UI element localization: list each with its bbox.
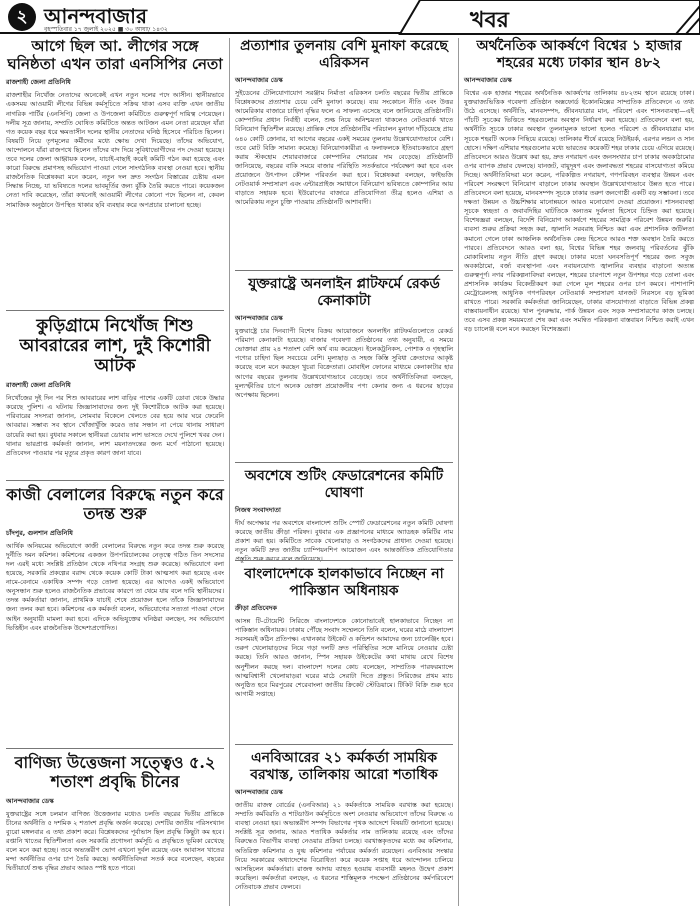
story-byline: আনন্দবাজার ডেস্ক — [235, 76, 283, 85]
story-dhaka — [464, 38, 694, 908]
column-left — [6, 38, 224, 910]
section-title: খবর — [470, 7, 509, 33]
story-headline: অবশেষে শুটিং ফেডারেশনের কমিটি ঘোষণা — [244, 468, 444, 501]
divider — [6, 748, 224, 749]
story-ericsson — [235, 38, 453, 266]
masthead — [0, 0, 700, 34]
story-byline: আনন্দবাজার ডেস্ক — [464, 76, 512, 85]
issue-date-line: বৃহস্পতিবার ১৭ জুলাই ২০২৫ ■ ৩০ আষাঢ় ১৪৩২ — [44, 26, 168, 33]
divider — [235, 462, 453, 463]
story-headline: কাজী বেলালের বিরুদ্ধে নতুন করে তদন্ত শুরু — [6, 485, 224, 523]
story-china — [6, 754, 224, 908]
story-headline: বাণিজ্য উত্তেজনা সত্ত্বেও ৫.২ শতাংশ প্রবৃদ্ধি চীনের — [14, 753, 216, 791]
story-body: যুক্তরাষ্ট্রে চার দিনব্যাপী বিশেষ বিক্রয় আয়োজনে অনলাইন প্লাটফর্মগুলোতে রেকর্ড পরিমাণ কেনাকাটা হয়েছে। বাজার গবেষণা প্রতিষ্ঠানের তথ্য অনুযায়ী, এ সময়ে ভোক্তারা প্রায় ২৪ শতাংশ বেশি অর্থ ব্যয় করেছেন। ইলেকট্রনিকস, পোশাক ও গৃহস্থালি পণ্যের চাহিদা ছিল সবচেয়ে বেশি। মূল্যছাড় ও সহজ কিস্তি সুবিধা ক্রেতাদের আকৃষ্ট করেছে বলে মনে করছেন খুচরা বিক্রেতারা। মোবাইল ফোনের মাধ্যমে কেনাকাটার হার আগের বছরের তুলনায় উল্লেখযোগ্যভাবে বেড়েছে। তবে অর্থনীতিবিদরা বলছেন, মূল্যস্ফীতির চাপে অনেক ভোক্তা প্রয়োজনীয় পণ্য কেনার জন্য এ ধরনের ছাড়ের অপেক্ষায় ছিলেন। — [235, 327, 453, 399]
divider — [6, 310, 224, 311]
story-body: আর্থিক অনিয়মের অভিযোগে কাজী বেলালের বিরুদ্ধে নতুন করে তদন্ত শুরু করেছে দুর্নীতি দমন কমিশন। কমিশনের একজন উপপরিচালকের নেতৃত্বে গঠিত তিন সদস্যের দল এরই মধ্যে সংশ্লিষ্ট প্রতিষ্ঠান থেকে নথিপত্র সংগ্রহ শুরু করেছে। অভিযোগে বলা হয়েছে, সরকারি প্রকল্পের বরাদ্দ থেকে কয়েক কোটি টাকা আত্মসাৎ করা হয়েছে এবং নামে-বেনামে একাধিক সম্পদ গড়ে তোলা হয়েছে। এর আগেও একই অভিযোগে অনুসন্ধান শুরু হলেও রাজনৈতিক প্রভাবের কারণে তা থেমে যায় বলে দাবি স্থানীয়দের। তদন্ত কর্মকর্তারা জানান, প্রাথমিক যাচাই শেষে প্রয়োজন হলে তাঁকে জিজ্ঞাসাবাদের জন্য তলব করা হবে। কমিশনের এক কর্মকর্তা বলেন, অভিযোগের সত্যতা পাওয়া গেলে আইন অনুযায়ী মামলা করা হবে। এদিকে অভিযুক্তের ঘনিষ্ঠরা বলছেন, সব অভিযোগ ভিত্তিহীন এবং রাজনৈতিক উদ্দেশ্যপ্রণোদিত। — [6, 541, 224, 632]
story-kazi — [6, 486, 224, 744]
newspaper-logo: আনন্দবাজার — [44, 4, 147, 28]
story-body: বিশ্বের এক হাজার শহরের অর্থনৈতিক আকর্ষণের তালিকায় ৪৮২তম স্থানে রয়েছে ঢাকা। যুক্তরাজ্যভিত্তিক গবেষণা প্রতিষ্ঠান অক্সফোর্ড ইকোনমিক্সের সাম্প্রতিক প্রতিবেদনে এ তথ্য উঠে এসেছে। অর্থনীতি, মানবসম্পদ, জীবনযাত্রার মান, পরিবেশ এবং শাসনব্যবস্থা—এই পাঁচটি সূচকের ভিত্তিতে শহরগুলোর অবস্থান নির্ধারণ করা হয়েছে। প্রতিবেদনে বলা হয়, অর্থনীতি সূচকে ঢাকার অবস্থান তুলনামূলক ভালো হলেও পরিবেশ ও জীবনযাত্রার মান সূচকে শহরটি অনেক পিছিয়ে রয়েছে। তালিকার শীর্ষে রয়েছে নিউইয়র্ক, এরপর লন্ডন ও সান হোসে। দক্ষিণ এশিয়ার শহরগুলোর মধ্যে ভারতের কয়েকটি শহর ঢাকার চেয়ে এগিয়ে রয়েছে। প্রতিবেদনে আরও উল্লেখ করা হয়, দ্রুত নগরায়ণ এবং জনসংখ্যার চাপ ঢাকার অবকাঠামোর ওপর ব্যাপক প্রভাব ফেলছে। যানজট, বায়ুদূষণ এবং জলাবদ্ধতা শহরের বাসযোগ্যতা কমিয়ে দিচ্ছে। অর্থনীতিবিদরা মনে করেন, পরিকল্পিত নগরায়ণ, গণপরিবহন ব্যবস্থার উন্নয়ন এবং পরিবেশ সংরক্ষণে বিনিয়োগ বাড়ালে ঢাকার অবস্থান উল্লেখযোগ্যভাবে উন্নত হতে পারে। প্রতিবেদনে বলা হয়েছে, মানবসম্পদ সূচকে ঢাকার তরুণ জনগোষ্ঠী একটি বড় সম্ভাবনা। তবে দক্ষতা উন্নয়ন ও উচ্চশিক্ষার মানোন্নয়নে আরও মনোযোগ দেওয়া প্রয়োজন। শাসনব্যবস্থা সূচকে স্বচ্ছতা ও জবাবদিহির ঘাটতিকে অন্যতম দুর্বলতা হিসেবে চিহ্নিত করা হয়েছে। বিশেষজ্ঞরা বলছেন, বিদেশি বিনিয়োগ আকর্ষণে শহরের সামগ্রিক পরিবেশ উন্নয়ন জরুরি। ব্যবসা শুরুর প্রক্রিয়া সহজ করা, জ্বালানি সরবরাহ নিশ্চিত করা এবং প্রশাসনিক জটিলতা কমানো গেলে ঢাকা আঞ্চলিক অর্থনৈতিক কেন্দ্র হিসেবে আরও শক্ত অবস্থান তৈরি করতে পারবে। প্রতিবেদনে আরও বলা হয়, বিশ্বের বিভিন্ন শহর জলবায়ু পরিবর্তনের ঝুঁকি মোকাবিলায় নতুন নীতি গ্রহণ করছে। ঢাকার মতো ঘনবসতিপূর্ণ শহরের জন্য সবুজ অবকাঠামো, বর্জ্য ব্যবস্থাপনা এবং নবায়নযোগ্য জ্বালানির ব্যবহার বাড়ানো অত্যন্ত গুরুত্বপূর্ণ। নগর পরিকল্পনাবিদরা বলছেন, শহরের চারপাশে নতুন উপশহর গড়ে তোলা এবং প্রশাসনিক কার্যক্রম বিকেন্দ্রীকরণ করা গেলে মূল শহরের ওপর চাপ কমবে। পাশাপাশি মেট্রোরেলসহ আধুনিক গণপরিবহন নেটওয়ার্ক সম্প্রসারণ যানজট নিরসনে বড় ভূমিকা রাখতে পারে। সরকারি কর্মকর্তারা জানিয়েছেন, ঢাকার বাসযোগ্যতা বাড়াতে বিভিন্ন প্রকল্প বাস্তবায়নাধীন রয়েছে। খাল পুনরুদ্ধার, পার্ক উন্নয়ন এবং সড়ক সম্প্রসারণের কাজ চলছে। তবে এসব প্রকল্প সময়মতো শেষ করা এবং সমন্বিত পরিকল্পনা বাস্তবায়ন নিশ্চিত করাই এখন বড় চ্যালেঞ্জ বলে মনে করছেন বিশেষজ্ঞরা। — [464, 89, 694, 334]
corner-stripes-icon — [672, 0, 700, 34]
story-nbr — [235, 750, 453, 908]
story-shooting — [235, 468, 453, 556]
story-byline: চাঁদপুর, গুলশান প্রতিনিধি — [6, 528, 73, 537]
column-right — [464, 38, 694, 910]
story-byline: আনন্দবাজার ডেস্ক — [6, 796, 54, 805]
story-body: সুইডেনের টেলিযোগাযোগ সরঞ্জাম নির্মাতা এরিকসন চলতি বছরের দ্বিতীয় প্রান্তিকে বিশ্লেষকদের প্রত্যাশার চেয়ে বেশি মুনাফা করেছে। ব্যয় সংকোচন নীতি এবং উত্তর আমেরিকার বাজারে চাহিদা বৃদ্ধির ফলে এ সাফল্য এসেছে বলে জানিয়েছে প্রতিষ্ঠানটি। কোম্পানির প্রধান নির্বাহী বলেন, শুল্ক নিয়ে অনিশ্চয়তা থাকলেও নেটওয়ার্ক খাতে বিনিয়োগ স্থিতিশীল রয়েছে। প্রান্তিক শেষে প্রতিষ্ঠানটির পরিচালন মুনাফা দাঁড়িয়েছে প্রায় ৬৪০ কোটি ক্রোনার, যা আগের বছরের একই সময়ের তুলনায় উল্লেখযোগ্যভাবে বেশি। তবে মোট বিক্রি সামান্য কমেছে। বিনিয়োগকারীরা এ ফলাফলকে ইতিবাচকভাবে গ্রহণ করায় স্টকহোম শেয়ারবাজারে কোম্পানির শেয়ারের দাম বেড়েছে। প্রতিষ্ঠানটি জানিয়েছে, বছরের বাকি সময়ে বাজার পরিস্থিতি সতর্কভাবে পর্যবেক্ষণ করা হবে এবং প্রয়োজনে উৎপাদন কৌশল পরিবর্তন করা হবে। বিশ্লেষকরা বলছেন, ফাইভজি নেটওয়ার্ক সম্প্রসারণ এবং এন্টারপ্রাইজ সমাধানে বিনিয়োগ ভবিষ্যতে কোম্পানির আয় বাড়াতে সহায়ক হবে। ইউরোপের বাজারে প্রতিযোগিতা তীব্র হলেও এশিয়া ও আমেরিকায় নতুন চুক্তি পাওয়ায় প্রতিষ্ঠানটি আশাবাদী। — [235, 89, 453, 207]
story-byline: নিজস্ব সংবাদদাতা — [235, 506, 281, 515]
divider — [235, 744, 453, 745]
story-headline: এনবিআরের ২১ কর্মকর্তা সাময়িক বরখাস্ত, তালিকায় আরো শতাধিক — [250, 750, 438, 783]
story-body: নিখোঁজের দুই দিন পর শিশু আবরারের লাশ বাড়ির পাশের একটি ডোবা থেকে উদ্ধার করেছে পুলিশ। এ ঘটনায় জিজ্ঞাসাবাদের জন্য দুই কিশোরীকে আটক করা হয়েছে। পরিবারের সদস্যরা জানান, সোমবার বিকেলে খেলতে বের হয়ে আর ঘরে ফেরেনি আবরার। সম্ভাব্য সব স্থানে খোঁজাখুঁজি করেও তার সন্ধান না পেয়ে থানায় সাধারণ ডায়েরি করা হয়। বুধবার সকালে স্থানীয়রা ডোবায় লাশ ভাসতে দেখে পুলিশে খবর দেন। থানার ভারপ্রাপ্ত কর্মকর্তা জানান, লাশ ময়নাতদন্তের জন্য মর্গে পাঠানো হয়েছে। প্রতিবেদন পাওয়ার পর মৃত্যুর প্রকৃত কারণ জানা যাবে। — [6, 394, 224, 457]
page-number: ২ — [8, 3, 36, 31]
story-body: দীর্ঘ অপেক্ষার পর অবশেষে বাংলাদেশ শুটিং স্পোর্ট ফেডারেশনের নতুন কমিটি ঘোষণা করেছে জাতীয় ক্রীড়া পরিষদ। বুধবার এক প্রজ্ঞাপনের মাধ্যমে অ্যাডহক কমিটির নাম প্রকাশ করা হয়। কমিটিতে সাবেক খেলোয়াড় ও সংগঠকদের প্রাধান্য দেওয়া হয়েছে। নতুন কমিটি দ্রুত জাতীয় চ্যাম্পিয়নশিপ আয়োজন এবং আন্তর্জাতিক প্রতিযোগিতার — [235, 519, 453, 555]
story-byline: আনন্দবাজার ডেস্ক — [235, 788, 283, 797]
story-body: রাজশাহীর নিখোঁজ নেতাদের অনেকেই এখন নতুন দলের পদে আসীন। স্থানীয়ভাবে একসময় আওয়ামী লীগের বিভিন্ন কর্মসূচিতে সক্রিয় থাকা এসব ব্যক্তি এখন জাতীয় নাগরিক পার্টির (এনসিপি) জেলা ও উপজেলা কমিটিতে গুরুত্বপূর্ণ দায়িত্ব পেয়েছেন। দলীয় সূত্র জানায়, সম্প্রতি ঘোষিত কমিটিতে অন্তত আটজন এমন নেতা রয়েছেন যাঁরা গত কয়েক বছর ধরে ক্ষমতাসীন দলের স্থানীয় নেতাদের ঘনিষ্ঠ হিসেবে পরিচিত ছিলেন। বিষয়টি নিয়ে তৃণমূলের কর্মীদের মধ্যে ক্ষোভ দেখা দিয়েছে। তাঁদের অভিযোগ, আন্দোলনে যাঁরা রাজপথে ছিলেন তাঁদের বাদ দিয়ে সুবিধাভোগীদের পদ দেওয়া হয়েছে। তবে দলের জেলা আহ্বায়ক বলেন, যাচাই-বাছাই করেই কমিটি গঠন করা হয়েছে এবং কারো বিরুদ্ধে প্রমাণসহ অভিযোগ পাওয়া গেলে সাংগঠনিক ব্যবস্থা নেওয়া হবে। স্থানীয় রাজনৈতিক বিশ্লেষকরা মনে করেন, নতুন দল দ্রুত সংগঠন বিস্তারের চেষ্টায় এমন সিদ্ধান্ত নিচ্ছে, যা ভবিষ্যতে দলের ভাবমূর্তির জন্য ঝুঁকি তৈরি করতে পারে। কয়েকজন নেতা দাবি করেছেন, তাঁরা কখনোই আওয়ামী লীগের কোনো পদে ছিলেন না, কেবল সামাজিক অনুষ্ঠানে উপস্থিত থাকার ছবি ব্যবহার করে অপপ্রচার চালানো হচ্ছে। — [6, 91, 224, 209]
section-tab-shape — [400, 0, 700, 34]
story-awami — [6, 38, 224, 306]
story-kurigram — [6, 316, 224, 476]
story-headline: অর্থনৈতিক আকর্ষণে বিশ্বের ১ হাজার শহরের মধ্যে ঢাকার স্থান ৪৮২ — [476, 38, 682, 71]
story-pakistan — [235, 566, 453, 740]
column-middle — [235, 38, 453, 910]
story-byline: রাজশাহী জেলা প্রতিনিধি — [6, 78, 71, 87]
story-byline: ক্রীড়া প্রতিবেদক — [235, 604, 277, 613]
divider — [235, 270, 453, 271]
story-body: জাতীয় রাজস্ব বোর্ডের (এনবিআর) ২১ কর্মকর্তাকে সাময়িক বরখাস্ত করা হয়েছে। সম্প্রতি কর্মবিরতি ও শাটডাউন কর্মসূচিতে অংশ নেওয়ার অভিযোগে তাঁদের বিরুদ্ধে এ ব্যবস্থা নেওয়া হয়। অভ্যন্তরীণ সম্পদ বিভাগের পৃথক আদেশে বিষয়টি জানানো হয়েছে। সংশ্লিষ্ট সূত্র জানায়, আরও শতাধিক কর্মকর্তার নাম তালিকায় রয়েছে এবং তাঁদের বিরুদ্ধেও বিভাগীয় ব্যবস্থা নেওয়ার প্রক্রিয়া চলছে। বরখাস্তকৃতদের মধ্যে কর কমিশনার, অতিরিক্ত কমিশনার ও যুগ্ম কমিশনার পর্যায়ের কর্মকর্তা রয়েছেন। এনবিআর সংস্কার নিয়ে সরকারের অধ্যাদেশের বিরোধিতা করে কয়েক সপ্তাহ ধরে আন্দোলন চালিয়ে আসছিলেন কর্মকর্তারা। রাজস্ব আদায় ব্যাহত হওয়ায় ব্যবসায়ী মহলও উদ্বেগ প্রকাশ করেছিল। কর্মকর্তারা বলছেন, এ ধরনের শাস্তিমূলক পদক্ষেপ প্রতিষ্ঠানের কর্মপরিবেশে নেতিবাচক প্রভাব ফেলবে। — [235, 801, 453, 891]
story-headline: যুক্তরাষ্ট্রে অনলাইন প্লাটফর্মে রেকর্ড কেনাকাটা — [248, 276, 440, 309]
story-byline: রাজশাহী জেলা প্রতিনিধি — [6, 381, 71, 390]
story-headline: বাংলাদেশকে হালকাভাবে নিচ্ছেন না পাকিস্তান অধিনায়ক — [244, 566, 444, 599]
story-body: আসন্ন টি-টোয়েন্টি সিরিজে বাংলাদেশকে কোনোভাবেই হালকাভাবে নিচ্ছেন না পাকিস্তান অধিনায়ক। ঢাকায় পৌঁছে সংবাদ সম্মেলনে তিনি বলেন, ঘরের মাঠে বাংলাদেশ সবসময়ই কঠিন প্রতিপক্ষ। এখানকার উইকেট ও কন্ডিশন আমাদের জন্য চ্যালেঞ্জিং হবে। তরুণ খেলোয়াড়দের নিয়ে গড়া দলটি দ্রুত পরিস্থিতির সঙ্গে মানিয়ে নেওয়ার চেষ্টা করছে। তিনি আরও জানান, স্পিন সহায়ক উইকেটের কথা মাথায় রেখে বিশেষ অনুশীলন করছে দল। বাংলাদেশ দলের কোচ বলেছেন, সাম্প্রতিক পারফরম্যান্সে আত্মবিশ্বাসী খেলোয়াড়রা ঘরের মাঠে সেরাটা দিতে প্রস্তুত। সিরিজের প্রথম ম্যাচ অনুষ্ঠিত হবে মিরপুরের শেরেবাংলা জাতীয় ক্রিকেট স্টেডিয়ামে। টিকিট বিক্রি শুরু হবে আগামী সপ্তাহে। — [235, 617, 453, 698]
column-rule — [458, 38, 459, 906]
divider — [6, 480, 224, 481]
story-headline: কুড়িগ্রামে নিখোঁজ শিশু আবরারের লাশ, দুই কিশোরী আটক — [19, 316, 211, 377]
story-usa-online — [235, 276, 453, 458]
story-byline: আনন্দবাজার ডেস্ক — [235, 314, 283, 323]
story-headline: আগে ছিল আ. লীগের সঙ্গে ঘনিষ্ঠতা এখন তারা এনসিপির নেতা — [7, 37, 223, 73]
story-body: যুক্তরাষ্ট্রের সঙ্গে চলমান বাণিজ্য উত্তেজনার মধ্যেও চলতি বছরের দ্বিতীয় প্রান্তিকে চীনের অর্থনীতি ৫ দশমিক ২ শতাংশ প্রবৃদ্ধি অর্জন করেছে। দেশটির জাতীয় পরিসংখ্যান ব্যুরো মঙ্গলবার এ তথ্য প্রকাশ করে। বিশ্লেষকদের পূর্বাভাস ছিল প্রবৃদ্ধি কিছুটা কম হবে। রপ্তানি খাতের স্থিতিশীলতা এবং সরকারি প্রণোদনা কর্মসূচি এ প্রবৃদ্ধিতে ভূমিকা রেখেছে বলে মনে করা হচ্ছে। তবে অভ্যন্তরীণ ভোগ এখনো দুর্বল রয়েছে এবং আবাসন খাতের মন্দা অর্থনীতির ওপর চাপ তৈরি করছে। অর্থনীতিবিদরা সতর্ক করে বলেছেন, বছরের দ্বিতীয়ার্ধে শুল্ক বৃদ্ধির প্রভাব আরও স্পষ্ট হতে পারে। — [6, 809, 224, 873]
divider — [235, 560, 453, 561]
story-headline: প্রত্যাশার তুলনায় বেশি মুনাফা করেছে এরিকসন — [240, 38, 448, 71]
column-rule — [229, 38, 230, 906]
